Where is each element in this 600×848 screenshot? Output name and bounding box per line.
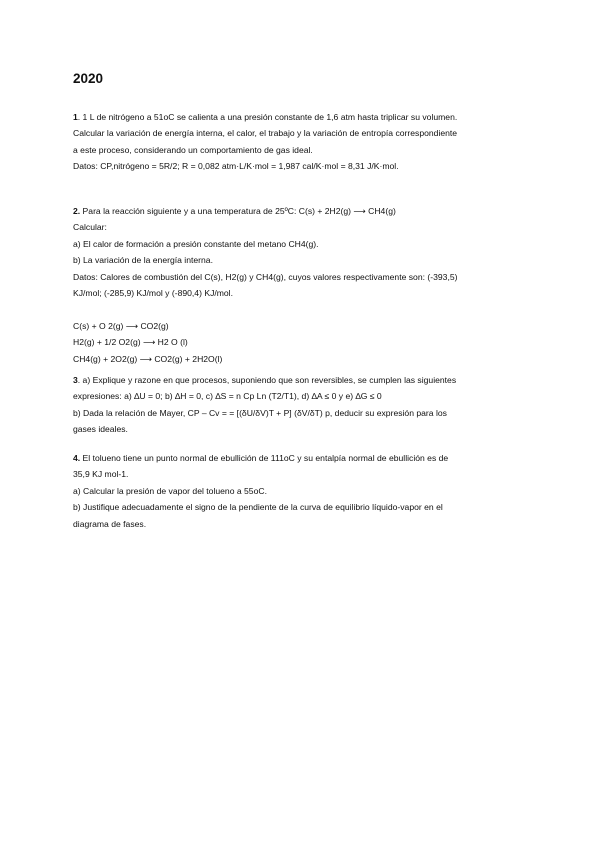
question-3-number: 3: [73, 375, 78, 385]
question-2-line-1: [73, 203, 543, 219]
question-2-text-1: Para la reacción siguiente y a una temperatura de 25ºC: C(s) + 2H2(g) ⟶ CH4(g): [80, 206, 396, 216]
question-1-number: 1: [73, 112, 78, 122]
question-1: [73, 109, 543, 175]
question-3-text-1: . a) Explique y razone en que procesos, suponiendo que son reversibles, se cumplen las siguientes: [77, 375, 457, 385]
question-1-text-3: a este proceso, considerando un comportamiento de gas ideal.: [73, 144, 313, 155]
question-1-text-1: . 1 L de nitrógeno a 51oC se calienta a una presión constante de 1,6 atm hasta triplicar su volumen.: [77, 112, 458, 122]
question-4-text-5: diagrama de fases.: [73, 518, 147, 529]
question-3-text-4: gases ideales.: [73, 424, 128, 435]
question-4-text-1: El tolueno tiene un punto normal de ebullición de 111oC y su entalpía normal de ebullición es de: [80, 453, 449, 463]
question-3-line-1: [73, 372, 543, 388]
question-2-data-1: Datos: Calores de combustión del C(s), H2(g) y CH4(g), cuyos valores respectivamente son: (-393,5): [73, 271, 458, 282]
question-3-text-2: expresiones: a) ∆U = 0; b) ∆H = 0, c) ∆S = n Cp Ln (T2/T1), d) ∆A ≤ 0 y e) ∆G ≤ 0: [73, 391, 382, 402]
question-2-data-2: KJ/mol; (-285,9) KJ/mol y (-890,4) KJ/mol.: [73, 288, 233, 299]
question-1-data: Datos: CP,nitrógeno = 5R/2; R = 0,082 atm·L/K·mol = 1,987 cal/K·mol = 8,31 J/K·mol.: [73, 161, 399, 172]
question-4-part-a: a) Calcular la presión de vapor del tolueno a 55oC.: [73, 485, 267, 496]
question-2-number: 2.: [73, 206, 81, 216]
question-2-text-2: Calcular:: [73, 222, 107, 233]
question-2-part-a: a) El calor de formación a presión constante del metano CH4(g).: [73, 238, 319, 249]
question-4-line-1: [73, 450, 543, 466]
question-2-part-b: b) La variación de la energía interna.: [73, 255, 213, 266]
question-4-text-2: 35,9 KJ mol-1.: [73, 469, 129, 480]
question-2-reaction-3: CH4(g) + 2O2(g) ⟶ CO2(g) + 2H2O(l): [73, 353, 223, 364]
question-3-part-b: b) Dada la relación de Mayer, CP – Cv = = [(δU/δV)T + P] (δV/δT) p, deducir su expresión para los: [73, 407, 447, 418]
question-4-number: 4.: [73, 453, 81, 463]
question-4-part-b: b) Justifique adecuadamente el signo de la pendiente de la curva de equilibrio líquido-vapor en el: [73, 502, 443, 513]
question-2-spacer: [73, 301, 543, 317]
question-2-reaction-2: H2(g) + 1/2 O2(g) ⟶ H2 O (l): [73, 337, 188, 348]
question-4: [73, 450, 543, 532]
question-1-line-1: [73, 109, 543, 125]
question-2-reaction-1: C(s) + O 2(g) ⟶ CO2(g): [73, 320, 169, 331]
question-2: [73, 203, 543, 367]
page-title: 2020: [73, 71, 104, 86]
question-3: [73, 372, 543, 438]
question-1-text-2: Calcular la variación de energía interna, el calor, el trabajo y la variación de entropía correspondiente: [73, 128, 458, 139]
